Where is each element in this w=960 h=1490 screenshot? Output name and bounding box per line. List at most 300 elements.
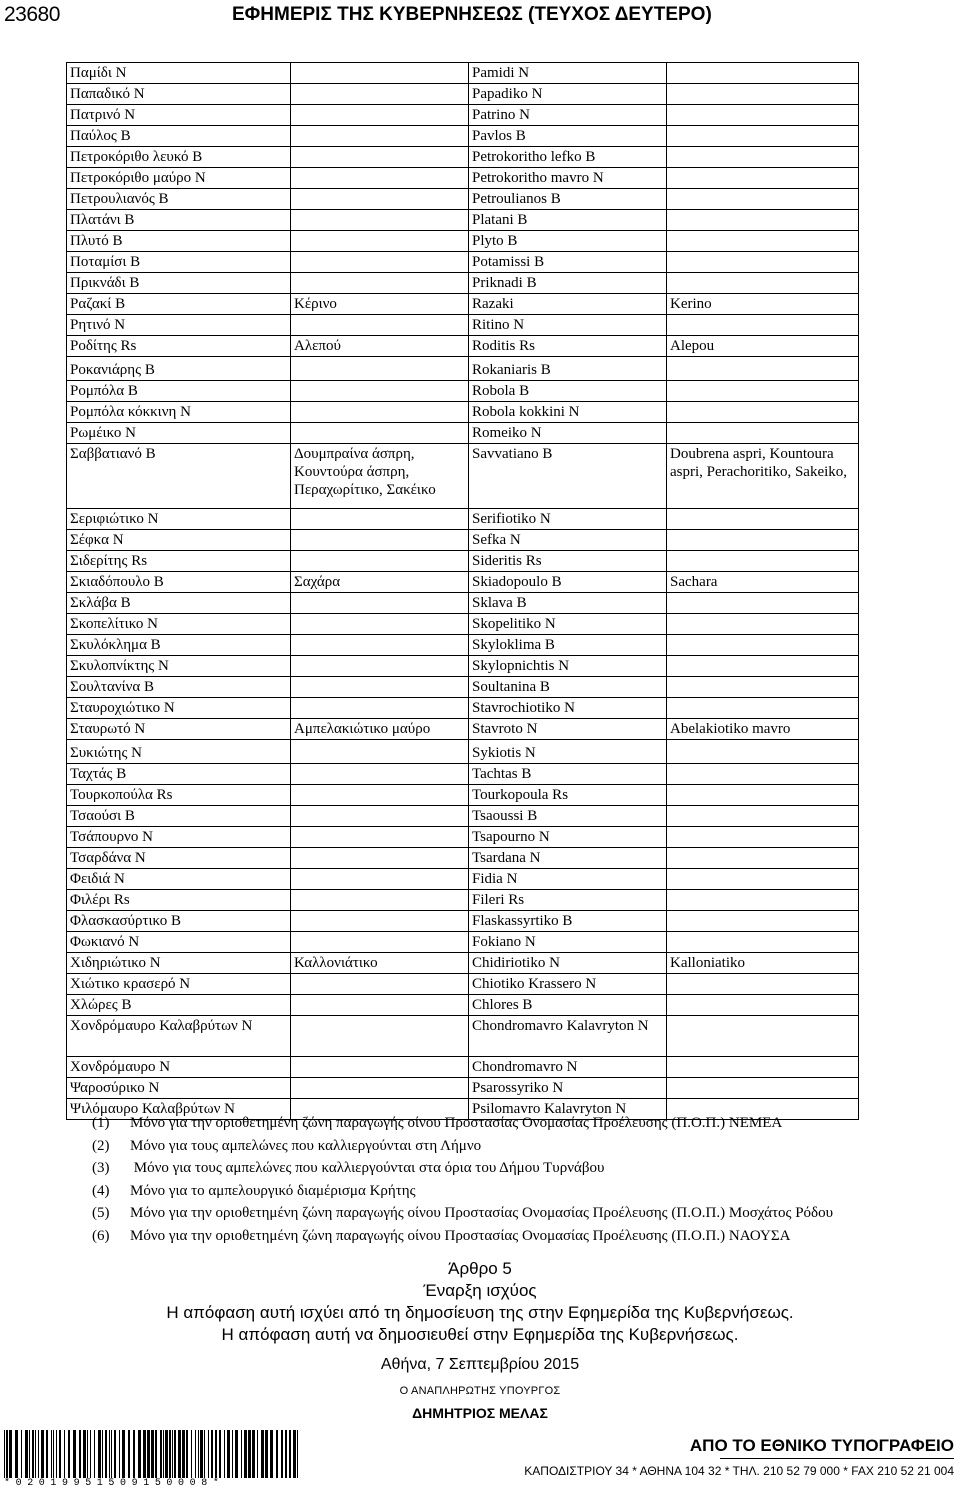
cell-greek-synonym [291, 593, 469, 614]
cell-greek-name: Ταχτάς Β [67, 764, 291, 785]
cell-greek-synonym [291, 402, 469, 423]
cell-latin-synonym [667, 740, 859, 764]
cell-greek-name: Ψιλόμαυρο Καλαβρύτων Ν [67, 1099, 291, 1120]
cell-latin-synonym [667, 530, 859, 551]
cell-greek-synonym [291, 656, 469, 677]
page-number: 23680 [4, 3, 60, 26]
barcode-bar [133, 1430, 135, 1478]
cell-greek-name: Ρομπόλα Β [67, 381, 291, 402]
cell-greek-name: Πετροκόριθο μαύρο Ν [67, 168, 291, 189]
printer-divider [720, 1458, 954, 1459]
cell-latin-synonym [667, 84, 859, 105]
barcode-bar [46, 1430, 48, 1478]
barcode-bar [224, 1430, 225, 1478]
table-row [67, 848, 859, 869]
place-date: Αθήνα, 7 Σεπτεμβρίου 2015 [380, 1356, 580, 1373]
decision-effect-text: Η απόφαση αυτή ισχύει από τη δημοσίευση της στην Εφημερίδα της Κυβερνήσεως. [166, 1303, 794, 1322]
table-row [67, 315, 859, 336]
cell-greek-synonym [291, 210, 469, 231]
cell-latin-name: Petroulianos B [469, 189, 667, 210]
barcode-bar [68, 1430, 70, 1478]
cell-greek-synonym [291, 168, 469, 189]
cell-latin-synonym [667, 764, 859, 785]
barcode-bar [293, 1430, 296, 1478]
cell-latin-synonym: Doubrena aspri, Kountoura aspri, Perachoritiko, Sakeiko, [667, 444, 859, 509]
cell-latin-name: Skopelitiko N [469, 614, 667, 635]
barcode-bar [276, 1430, 278, 1478]
cell-greek-synonym [291, 530, 469, 551]
barcode-bar [25, 1430, 28, 1478]
cell-latin-name: Chondromavro Kalavryton N [469, 1016, 667, 1057]
cell-latin-synonym [667, 1057, 859, 1078]
cell-latin-name: Romeiko N [469, 423, 667, 444]
cell-greek-synonym [291, 357, 469, 381]
cell-greek-name: Φειδιά Ν [67, 869, 291, 890]
footnote-number: (2) [92, 1137, 110, 1154]
barcode-bar [281, 1430, 283, 1478]
barcode-bar [232, 1430, 233, 1478]
cell-latin-name: Sklava B [469, 593, 667, 614]
table-row [67, 357, 859, 381]
table-row [67, 294, 859, 315]
cell-latin-name: Fileri Rs [469, 890, 667, 911]
cell-latin-name: Petrokoritho mavro N [469, 168, 667, 189]
grape-varieties-table [66, 62, 859, 1120]
cell-latin-synonym [667, 402, 859, 423]
cell-latin-name: Stavroto N [469, 719, 667, 740]
barcode-bar [9, 1430, 12, 1478]
cell-greek-synonym [291, 381, 469, 402]
barcode-bar [138, 1430, 141, 1478]
footnote [92, 1202, 922, 1225]
table-row [67, 530, 859, 551]
table-row [67, 677, 859, 698]
cell-greek-name: Χονδρόμαυρο Καλαβρύτων Ν [67, 1016, 291, 1057]
cell-greek-name: Σουλτανίνα Β [67, 677, 291, 698]
table-row [67, 572, 859, 593]
cell-latin-synonym [667, 677, 859, 698]
cell-greek-name: Σκυλοπνίκτης Ν [67, 656, 291, 677]
cell-latin-name: Skylopnichtis N [469, 656, 667, 677]
cell-latin-synonym [667, 827, 859, 848]
printer-name: ΑΠΟ ΤΟ ΕΘΝΙΚΟ ΤΥΠΟΓΡΑΦΕΙΟ [689, 1436, 954, 1455]
cell-greek-name: Πρικνάδι Β [67, 273, 291, 294]
cell-greek-synonym [291, 1057, 469, 1078]
cell-greek-synonym [291, 848, 469, 869]
barcode-bar [172, 1430, 173, 1478]
barcode-bar [73, 1430, 76, 1478]
cell-greek-synonym [291, 252, 469, 273]
table-row [67, 252, 859, 273]
cell-greek-synonym: Κέρινο [291, 294, 469, 315]
cell-latin-name: Robola B [469, 381, 667, 402]
barcode-bar [21, 1430, 22, 1478]
table-row [67, 785, 859, 806]
cell-greek-name: Χλώρες Β [67, 995, 291, 1016]
cell-latin-synonym [667, 698, 859, 719]
barcode-bar [182, 1430, 185, 1478]
footnote-text: Μόνο για το αμπελουργικό διαμέρισμα Κρήτης [130, 1182, 416, 1199]
barcode-bar [191, 1430, 192, 1478]
cell-greek-name: Σαββατιανό Β [67, 444, 291, 509]
barcode-bar [53, 1430, 54, 1478]
cell-greek-synonym [291, 231, 469, 252]
barcode-icon [4, 1430, 300, 1478]
footnote-number: (3) [92, 1160, 110, 1176]
cell-latin-name: Pavlos B [469, 126, 667, 147]
cell-greek-synonym [291, 890, 469, 911]
table-row [67, 698, 859, 719]
barcode-bar [257, 1430, 258, 1478]
barcode-bar [163, 1430, 164, 1478]
footnote-number: (1) [92, 1115, 110, 1131]
table-row [67, 953, 859, 974]
cell-greek-name: Σταυροχιώτικο Ν [67, 698, 291, 719]
cell-greek-name: Τσάπουρνο Ν [67, 827, 291, 848]
footnote [92, 1225, 922, 1248]
cell-latin-synonym [667, 890, 859, 911]
cell-greek-synonym: Αλεπού [291, 336, 469, 357]
barcode-bar [195, 1430, 196, 1478]
table-row [67, 869, 859, 890]
cell-latin-name: Roditis Rs [469, 336, 667, 357]
cell-greek-name: Τσαρδάνα Ν [67, 848, 291, 869]
table-row [67, 147, 859, 168]
cell-latin-name: Chlores B [469, 995, 667, 1016]
table-row [67, 423, 859, 444]
barcode-bar [51, 1430, 52, 1478]
cell-greek-synonym [291, 932, 469, 953]
barcode-bar [186, 1430, 188, 1478]
barcode-bar [198, 1430, 199, 1478]
cell-latin-name: Priknadi B [469, 273, 667, 294]
barcode-bar [147, 1430, 150, 1478]
cell-latin-synonym [667, 168, 859, 189]
cell-latin-synonym: Sachara [667, 572, 859, 593]
cell-greek-name: Ροδίτης Rs [67, 336, 291, 357]
cell-latin-synonym [667, 1016, 859, 1057]
cell-greek-name: Σταυρωτό Ν [67, 719, 291, 740]
article-number: Άρθρο 5 [448, 1259, 512, 1278]
cell-latin-name: Chondromavro N [469, 1057, 667, 1078]
cell-latin-name: Patrino N [469, 105, 667, 126]
cell-greek-name: Πετροκόριθο λευκό Β [67, 147, 291, 168]
cell-greek-synonym [291, 614, 469, 635]
cell-greek-synonym [291, 1016, 469, 1057]
cell-latin-name: Robola kokkini N [469, 402, 667, 423]
cell-latin-synonym [667, 189, 859, 210]
table-row [67, 509, 859, 530]
barcode-bar [41, 1430, 44, 1478]
cell-latin-name: Sideritis Rs [469, 551, 667, 572]
footnote [92, 1157, 922, 1180]
cell-greek-name: Σκυλόκλημα Β [67, 635, 291, 656]
cell-latin-name: Papadiko N [469, 84, 667, 105]
cell-latin-synonym [667, 806, 859, 827]
barcode-bar [29, 1430, 30, 1478]
barcode-bar [119, 1430, 120, 1478]
table-row [67, 740, 859, 764]
barcode-bar [200, 1430, 203, 1478]
cell-greek-name: Πλυτό Β [67, 231, 291, 252]
table-row [67, 231, 859, 252]
table-row [67, 168, 859, 189]
cell-greek-synonym [291, 806, 469, 827]
cell-latin-synonym [667, 551, 859, 572]
cell-greek-synonym [291, 105, 469, 126]
cell-greek-name: Χιώτικο κρασερό Ν [67, 974, 291, 995]
table-row [67, 974, 859, 995]
cell-greek-name: Τουρκοπούλα Rs [67, 785, 291, 806]
barcode-bar [270, 1430, 273, 1478]
table-row [67, 1016, 859, 1057]
barcode-bar [174, 1430, 176, 1478]
cell-greek-name: Φλασκασύρτικο Β [67, 911, 291, 932]
cell-greek-name: Σκοπελίτικο Ν [67, 614, 291, 635]
minister-name: ΔΗΜΗΤΡΙΟΣ ΜΕΛΑΣ [412, 1405, 548, 1421]
cell-latin-name: Tourkopoula Rs [469, 785, 667, 806]
barcode-bar [178, 1430, 181, 1478]
cell-latin-synonym [667, 974, 859, 995]
cell-latin-synonym: Abelakiotiko mavro [667, 719, 859, 740]
cell-latin-synonym [667, 911, 859, 932]
barcode-bar [241, 1430, 242, 1478]
cell-greek-name: Ραζακί Β [67, 294, 291, 315]
cell-greek-name: Φωκιανό Ν [67, 932, 291, 953]
cell-latin-name: Skyloklima B [469, 635, 667, 656]
footnote [92, 1180, 922, 1203]
barcode-bar [38, 1430, 39, 1478]
footnote-text: Μόνο για την οριοθετημένη ζώνη παραγωγής οίνου Προστασίας Ονομασίας Προέλευσης (Π.Ο.Π.) Μοσχάτος Ρόδου [130, 1205, 834, 1221]
footnote [92, 1135, 922, 1158]
barcode-bar [109, 1430, 110, 1478]
table-row [67, 63, 859, 84]
cell-latin-synonym: Alepou [667, 336, 859, 357]
cell-greek-name: Χονδρόμαυρο Ν [67, 1057, 291, 1078]
cell-greek-name: Φιλέρι Rs [67, 890, 291, 911]
cell-latin-synonym: Kalloniatiko [667, 953, 859, 974]
cell-greek-name: Συκιώτης Ν [67, 740, 291, 764]
barcode-bar [252, 1430, 255, 1478]
barcode-bar [59, 1430, 61, 1478]
footnote-text: Μόνο για την οριοθετημένη ζώνη παραγωγής οίνου Προστασίας Ονομασίας Προέλευσης (Π.Ο.Π.) ΝΕΜΕΑ [130, 1115, 783, 1131]
barcode-bar [160, 1430, 162, 1478]
cell-latin-name: Potamissi B [469, 252, 667, 273]
printer-address: ΚΑΠΟΔΙΣΤΡΙΟΥ 34 * ΑΘΗΝΑ 104 32 * ΤΗΛ. 210 52 79 000 * FAX 210 52 21 004 [524, 1464, 954, 1478]
barcode-bar [211, 1430, 213, 1478]
footnote-number: (4) [92, 1182, 110, 1199]
decision-publish-text: Η απόφαση αυτή να δημοσιευθεί στην Εφημερίδα της Κυβερνήσεως. [221, 1325, 739, 1344]
cell-greek-name: Πατρινό Ν [67, 105, 291, 126]
cell-latin-name: Sefka N [469, 530, 667, 551]
footnote-number: (6) [92, 1227, 110, 1244]
cell-latin-synonym: Kerino [667, 294, 859, 315]
table-row [67, 444, 859, 509]
barcode-bar [208, 1430, 209, 1478]
cell-greek-synonym [291, 869, 469, 890]
cell-greek-synonym [291, 63, 469, 84]
cell-greek-synonym [291, 827, 469, 848]
barcode-bar [90, 1430, 91, 1478]
barcode-bar [215, 1430, 217, 1478]
table-row [67, 593, 859, 614]
cell-latin-synonym [667, 995, 859, 1016]
cell-greek-synonym [291, 509, 469, 530]
cell-latin-name: Pamidi N [469, 63, 667, 84]
cell-latin-name: Petrokoritho lefko B [469, 147, 667, 168]
table-row [67, 84, 859, 105]
article-title: Έναρξη ισχύος [423, 1281, 537, 1300]
cell-latin-synonym [667, 869, 859, 890]
table-row [67, 806, 859, 827]
cell-latin-synonym [667, 381, 859, 402]
cell-latin-synonym [667, 848, 859, 869]
cell-latin-name: Razaki [469, 294, 667, 315]
cell-greek-name: Σκιαδόπουλο Β [67, 572, 291, 593]
footnote-text: Μόνο για την οριοθετημένη ζώνη παραγωγής οίνου Προστασίας Ονομασίας Προέλευσης (Π.Ο.Π.) ΝΑΟΥΣΑ [130, 1227, 791, 1244]
cell-latin-synonym [667, 210, 859, 231]
cell-latin-name: Skiadopoulo B [469, 572, 667, 593]
cell-greek-name: Ρωμέικο Ν [67, 423, 291, 444]
cell-latin-synonym [667, 785, 859, 806]
table-row [67, 932, 859, 953]
barcode-bar [219, 1430, 221, 1478]
footnotes [92, 1112, 922, 1247]
page-header [0, 0, 960, 32]
barcode-bar [64, 1430, 65, 1478]
cell-latin-synonym [667, 614, 859, 635]
cell-greek-synonym [291, 635, 469, 656]
barcode-bar [155, 1430, 157, 1478]
cell-greek-synonym [291, 677, 469, 698]
footnote-text: Μόνο για τους αμπελώνες που καλλιεργούνται στη Λήμνο [130, 1137, 482, 1154]
table-row [67, 764, 859, 785]
cell-greek-name: Ποταμίσι Β [67, 252, 291, 273]
cell-latin-name: Fokiano N [469, 932, 667, 953]
barcode-bar [204, 1430, 205, 1478]
barcode-bar [122, 1430, 125, 1478]
barcode-bar [98, 1430, 101, 1478]
table-row [67, 1057, 859, 1078]
cell-latin-name: Flaskassyrtiko B [469, 911, 667, 932]
cell-greek-synonym [291, 740, 469, 764]
cell-latin-name: Tsaoussi B [469, 806, 667, 827]
cell-latin-name: Rokaniaris B [469, 357, 667, 381]
cell-latin-name: Savvatiano B [469, 444, 667, 509]
cell-greek-synonym [291, 995, 469, 1016]
barcode-bar [94, 1430, 95, 1478]
table-row [67, 656, 859, 677]
cell-greek-name: Σκλάβα Β [67, 593, 291, 614]
cell-greek-synonym [291, 84, 469, 105]
cell-greek-name: Ρητινό Ν [67, 315, 291, 336]
footnote-number: (5) [92, 1205, 110, 1221]
table-row [67, 210, 859, 231]
cell-greek-name: Ψαροσύρικο Ν [67, 1078, 291, 1099]
cell-greek-name: Πλατάνι Β [67, 210, 291, 231]
barcode-bar [128, 1430, 130, 1478]
barcode-bar [227, 1430, 230, 1478]
cell-latin-name: Plyto B [469, 231, 667, 252]
cell-greek-synonym [291, 273, 469, 294]
table-row [67, 635, 859, 656]
cell-greek-name: Σεριφιώτικο Ν [67, 509, 291, 530]
barcode-bar [4, 1430, 5, 1478]
barcode-bar [87, 1430, 88, 1478]
barcode-bar [169, 1430, 171, 1478]
cell-greek-synonym: Σαχάρα [291, 572, 469, 593]
cell-latin-name: Platani B [469, 210, 667, 231]
table-row [67, 1078, 859, 1099]
cell-latin-synonym [667, 315, 859, 336]
cell-latin-synonym [667, 656, 859, 677]
barcode-number: *02019951509150008* [4, 1478, 225, 1489]
cell-greek-name: Σιδερίτης Rs [67, 551, 291, 572]
cell-latin-synonym [667, 63, 859, 84]
table-row [67, 614, 859, 635]
minister-title: Ο ΑΝΑΠΛΗΡΩΤΗΣ ΥΠΟΥΡΓΟΣ [399, 1385, 561, 1397]
table-row [67, 336, 859, 357]
table-row [67, 126, 859, 147]
cell-latin-synonym [667, 231, 859, 252]
cell-latin-synonym [667, 126, 859, 147]
cell-latin-synonym [667, 635, 859, 656]
barcode-bar [105, 1430, 107, 1478]
cell-greek-name: Ρομπόλα κόκκινη Ν [67, 402, 291, 423]
cell-latin-name: Tachtas B [469, 764, 667, 785]
cell-latin-name: Psarossyriko N [469, 1078, 667, 1099]
cell-greek-synonym [291, 974, 469, 995]
cell-greek-name: Παμίδι Ν [67, 63, 291, 84]
cell-greek-synonym [291, 764, 469, 785]
cell-greek-name: Σέφκα Ν [67, 530, 291, 551]
cell-latin-synonym [667, 357, 859, 381]
barcode-bar [56, 1430, 57, 1478]
cell-latin-name: Fidia N [469, 869, 667, 890]
cell-latin-name: Tsapourno N [469, 827, 667, 848]
cell-greek-synonym: Καλλονιάτικο [291, 953, 469, 974]
table-row [67, 273, 859, 294]
barcode-bar [248, 1430, 251, 1478]
table-row [67, 551, 859, 572]
cell-greek-synonym [291, 551, 469, 572]
cell-latin-synonym [667, 273, 859, 294]
cell-latin-name: Chiotiko Krassero N [469, 974, 667, 995]
table-row [67, 890, 859, 911]
barcode-bar [83, 1430, 86, 1478]
cell-latin-name: Serifiotiko N [469, 509, 667, 530]
table-row [67, 402, 859, 423]
cell-greek-synonym [291, 189, 469, 210]
cell-greek-synonym [291, 911, 469, 932]
barcode-bar [261, 1430, 264, 1478]
barcode-bar [111, 1430, 112, 1478]
cell-latin-synonym [667, 509, 859, 530]
table-row [67, 189, 859, 210]
cell-greek-name: Παύλος Β [67, 126, 291, 147]
cell-greek-synonym: Αμπελακιώτικο μαύρο [291, 719, 469, 740]
barcode-bar [265, 1430, 268, 1478]
cell-latin-synonym [667, 147, 859, 168]
cell-latin-synonym [667, 932, 859, 953]
cell-greek-synonym [291, 147, 469, 168]
cell-greek-name: Χιδηριώτικο Ν [67, 953, 291, 974]
barcode-bar [244, 1430, 247, 1478]
table-row [67, 105, 859, 126]
cell-latin-name: Soultanina B [469, 677, 667, 698]
cell-greek-name: Ροκανιάρης Β [67, 357, 291, 381]
cell-latin-synonym [667, 1078, 859, 1099]
